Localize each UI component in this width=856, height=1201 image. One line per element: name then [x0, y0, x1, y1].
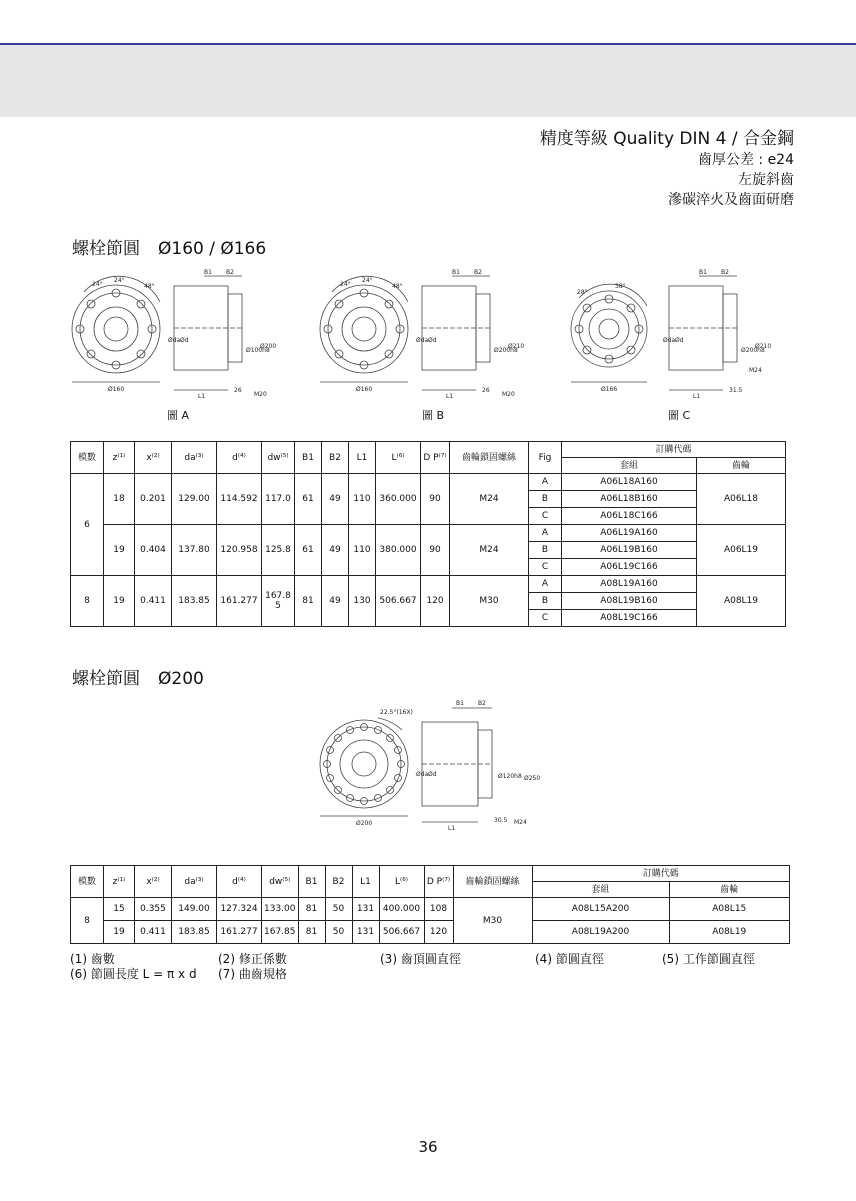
cell-l1: 110: [349, 525, 376, 576]
spec-table-1: [70, 441, 786, 627]
figure-c-dim: 31.5: [729, 387, 743, 394]
cell-dp: 90: [421, 525, 450, 576]
cell-b2: 49: [322, 525, 349, 576]
cell-x: 0.404: [135, 525, 172, 576]
figure-c-thread: M24: [749, 367, 762, 374]
th-module: 模數: [71, 866, 104, 898]
cell-gear: A08L15: [669, 898, 790, 921]
cell-dp: 120: [424, 921, 453, 944]
cell-set: A08L19B160: [562, 593, 697, 610]
figure-b-bore: Ø200h8: [494, 347, 518, 354]
cell-l1: 131: [352, 921, 379, 944]
figure-c-bolt-circle: Ø166: [601, 386, 618, 393]
figure-d-d: Ød: [428, 771, 437, 778]
table-row: [71, 576, 786, 593]
figure-c-label: 圖 C: [668, 409, 691, 422]
th-b2: B2: [325, 866, 352, 898]
th-b2: B2: [322, 442, 349, 474]
note-6: (6) 節圓長度 L = π x d: [70, 967, 197, 981]
cell-l: 360.000: [376, 474, 421, 525]
section-title-1: [72, 234, 266, 259]
cell-b1: 81: [298, 898, 325, 921]
cell-b2: 49: [322, 474, 349, 525]
figure-d-bolt-circle: Ø200: [356, 820, 373, 827]
figure-a-thread: M20: [254, 391, 267, 398]
header-helix: 左旋斜齒: [738, 172, 794, 188]
section-title-1-text: 螺栓節圓: [72, 239, 140, 259]
th-z: z⁽¹⁾: [104, 866, 135, 898]
cell-d: 127.324: [217, 898, 262, 921]
figure-d-thread: M24: [514, 819, 527, 826]
cell-b1: 61: [295, 474, 322, 525]
th-l1: L1: [349, 442, 376, 474]
figure-b-drawing: [318, 269, 525, 402]
cell-x: 0.411: [135, 921, 172, 944]
figure-b-bolt-circle: Ø160: [356, 386, 373, 393]
figure-c-d: Ød: [675, 337, 684, 344]
cell-fig: A: [529, 474, 562, 491]
figure-d-da: Øda: [416, 771, 429, 778]
cell-dw: 167.85: [262, 921, 299, 944]
cell-dw: 167.85: [262, 576, 295, 627]
figure-c-outer: Ø210: [755, 343, 772, 350]
cell-l1: 110: [349, 474, 376, 525]
note-1: (1) 齒數: [70, 952, 115, 966]
cell-gear: A06L19: [697, 525, 786, 576]
figure-d-outer: Ø250: [524, 775, 541, 782]
header-band: [0, 45, 856, 117]
figure-d-bore: Ø120h8: [498, 773, 522, 780]
figure-b-angle-3: 48°: [392, 283, 403, 290]
footnotes: [70, 952, 786, 984]
figure-b-b1: B1: [452, 269, 460, 276]
cell-set: A06L18A160: [562, 474, 697, 491]
note-5: (5) 工作節圓直徑: [662, 952, 755, 966]
cell-d: 161.277: [217, 921, 262, 944]
figure-c-da: Øda: [663, 337, 676, 344]
cell-l: 506.667: [379, 921, 424, 944]
figure-a-label: 圖 A: [167, 409, 190, 422]
cell-fig: A: [529, 576, 562, 593]
th-fig: Fig: [529, 442, 562, 474]
cell-bolt: M24: [450, 525, 529, 576]
cell-fig: B: [529, 593, 562, 610]
figure-a-d: Ød: [180, 337, 189, 344]
cell-set: A06L18B160: [562, 491, 697, 508]
cell-fig: C: [529, 559, 562, 576]
cell-da: 137.80: [172, 525, 217, 576]
cell-z: 18: [104, 474, 135, 525]
figure-a-outer: Ø200: [260, 343, 277, 350]
figure-d-angle: 22.5°(16X): [380, 709, 413, 716]
figure-b-dim: 26: [482, 387, 490, 394]
figure-a-angle-3: 48°: [144, 283, 155, 290]
th-bolt: 齒輪鎖固螺絲: [450, 442, 529, 474]
note-4: (4) 節圓直徑: [535, 952, 604, 966]
cell-d: 120.958: [217, 525, 262, 576]
figure-d-drawing: [318, 700, 548, 830]
section-title-1-diameter: Ø160 / Ø166: [158, 239, 267, 259]
cell-dp: 90: [421, 474, 450, 525]
note-3: (3) 齒頂圓直徑: [380, 952, 461, 966]
th-b1: B1: [298, 866, 325, 898]
figure-c-angle-2: 38°: [615, 283, 626, 290]
cell-set: A06L19C166: [562, 559, 697, 576]
cell-l: 506.667: [376, 576, 421, 627]
th-gear: 齒輪: [669, 882, 790, 898]
cell-bolt: M24: [450, 474, 529, 525]
cell-set: A08L19A160: [562, 576, 697, 593]
cell-b1: 61: [295, 525, 322, 576]
figure-a-angle-2: 24°: [114, 277, 125, 284]
spec-table-2: [70, 865, 790, 944]
figure-b-outer: Ø210: [508, 343, 525, 350]
th-d: d⁽⁴⁾: [217, 442, 262, 474]
cell-x: 0.411: [135, 576, 172, 627]
cell-d: 161.277: [217, 576, 262, 627]
cell-set: A08L15A200: [532, 898, 669, 921]
figure-c-b2: B2: [721, 269, 729, 276]
cell-da: 183.85: [172, 921, 217, 944]
th-x: x⁽²⁾: [135, 442, 172, 474]
cell-da: 129.00: [172, 474, 217, 525]
figure-d-dim: 30.5: [494, 817, 508, 824]
section-title-2-text: 螺栓節圓: [72, 669, 140, 689]
cell-fig: A: [529, 525, 562, 542]
cell-bolt: M30: [453, 898, 532, 944]
cell-b1: 81: [295, 576, 322, 627]
figure-a-drawing: [70, 269, 277, 402]
figure-d-b2: B2: [478, 700, 486, 707]
th-da: da⁽³⁾: [172, 442, 217, 474]
figure-a-b2: B2: [226, 269, 234, 276]
cell-dw: 117.0: [262, 474, 295, 525]
cell-bolt: M30: [450, 576, 529, 627]
figure-c-angle-1: 28°: [577, 289, 588, 296]
th-l: L⁽⁶⁾: [379, 866, 424, 898]
table-row: [71, 921, 790, 944]
cell-l1: 130: [349, 576, 376, 627]
figure-d-l1: L1: [448, 825, 456, 832]
figure-c-b1: B1: [699, 269, 707, 276]
cell-fig: B: [529, 491, 562, 508]
cell-fig: B: [529, 542, 562, 559]
th-gear: 齒輪: [697, 458, 786, 474]
header-treatment: 滲碳淬火及齒面研磨: [668, 192, 794, 208]
section-title-2-diameter: Ø200: [158, 669, 204, 689]
cell-b1: 81: [298, 921, 325, 944]
th-bolt: 齒輪鎖固螺絲: [453, 866, 532, 898]
table-row: [71, 474, 786, 491]
th-l: L⁽⁶⁾: [376, 442, 421, 474]
cell-dp: 120: [421, 576, 450, 627]
th-dw: dw⁽⁵⁾: [262, 866, 299, 898]
th-b1: B1: [295, 442, 322, 474]
cell-set: A06L19A160: [562, 525, 697, 542]
cell-set: A08L19C166: [562, 610, 697, 627]
cell-z: 19: [104, 921, 135, 944]
cell-module: 8: [71, 898, 104, 944]
cell-b2: 50: [325, 898, 352, 921]
th-set: 套組: [562, 458, 697, 474]
cell-module: 8: [71, 576, 104, 627]
cell-x: 0.201: [135, 474, 172, 525]
th-x: x⁽²⁾: [135, 866, 172, 898]
figure-a-b1: B1: [204, 269, 212, 276]
th-set: 套組: [532, 882, 669, 898]
page-number: 36: [418, 1138, 438, 1156]
cell-l1: 131: [352, 898, 379, 921]
table-row: [71, 898, 790, 921]
figure-c-drawing: [565, 269, 772, 402]
cell-dp: 108: [424, 898, 453, 921]
cell-l: 400.000: [379, 898, 424, 921]
cell-x: 0.355: [135, 898, 172, 921]
header-tolerance: 齒厚公差 : e24: [697, 152, 794, 168]
note-2: (2) 修正係數: [218, 952, 287, 966]
table-row: [71, 525, 786, 542]
th-dw: dw⁽⁵⁾: [262, 442, 295, 474]
figure-b-label: 圖 B: [422, 409, 445, 422]
th-d: d⁽⁴⁾: [217, 866, 262, 898]
th-order: 訂購代碼: [532, 866, 790, 882]
th-da: da⁽³⁾: [172, 866, 217, 898]
cell-dw: 125.8: [262, 525, 295, 576]
figure-b-l1: L1: [446, 393, 454, 400]
figure-c-l1: L1: [693, 393, 701, 400]
cell-z: 19: [104, 525, 135, 576]
th-module: 模數: [71, 442, 104, 474]
cell-b2: 50: [325, 921, 352, 944]
figure-a-da: Øda: [168, 337, 181, 344]
cell-d: 114.592: [217, 474, 262, 525]
cell-gear: A06L18: [697, 474, 786, 525]
figure-b-d: Ød: [428, 337, 437, 344]
cell-fig: C: [529, 610, 562, 627]
figure-a-bore: Ø100h8: [246, 347, 270, 354]
cell-gear: A08L19: [669, 921, 790, 944]
figure-c-bore: Ø200h8: [741, 347, 765, 354]
cell-set: A06L18C166: [562, 508, 697, 525]
figure-d-b1: B1: [456, 700, 464, 707]
section-title-2: [72, 664, 204, 689]
figure-b-da: Øda: [416, 337, 429, 344]
cell-da: 183.85: [172, 576, 217, 627]
cell-da: 149.00: [172, 898, 217, 921]
figure-b-thread: M20: [502, 391, 515, 398]
th-dp: D P⁽⁷⁾: [424, 866, 453, 898]
cell-set: A06L19B160: [562, 542, 697, 559]
figure-b-angle-1: 24°: [340, 281, 351, 288]
th-l1: L1: [352, 866, 379, 898]
th-order: 訂購代碼: [562, 442, 786, 458]
header-quality: 精度等級 Quality DIN 4 / 合金鋼: [539, 129, 794, 149]
cell-module: 6: [71, 474, 104, 576]
cell-b2: 49: [322, 576, 349, 627]
cell-z: 15: [104, 898, 135, 921]
cell-z: 19: [104, 576, 135, 627]
cell-l: 380.000: [376, 525, 421, 576]
th-dp: D P⁽⁷⁾: [421, 442, 450, 474]
note-7: (7) 曲齒規格: [218, 967, 287, 981]
cell-gear: A08L19: [697, 576, 786, 627]
cell-fig: C: [529, 508, 562, 525]
cell-set: A08L19A200: [532, 921, 669, 944]
figure-a-dim: 26: [234, 387, 242, 394]
figure-b-angle-2: 24°: [362, 277, 373, 284]
cell-dw: 133.00: [262, 898, 299, 921]
figure-a-angle-1: 24°: [92, 281, 103, 288]
figure-a-l1: L1: [198, 393, 206, 400]
figure-a-bolt-circle: Ø160: [108, 386, 125, 393]
figure-b-b2: B2: [474, 269, 482, 276]
th-z: z⁽¹⁾: [104, 442, 135, 474]
